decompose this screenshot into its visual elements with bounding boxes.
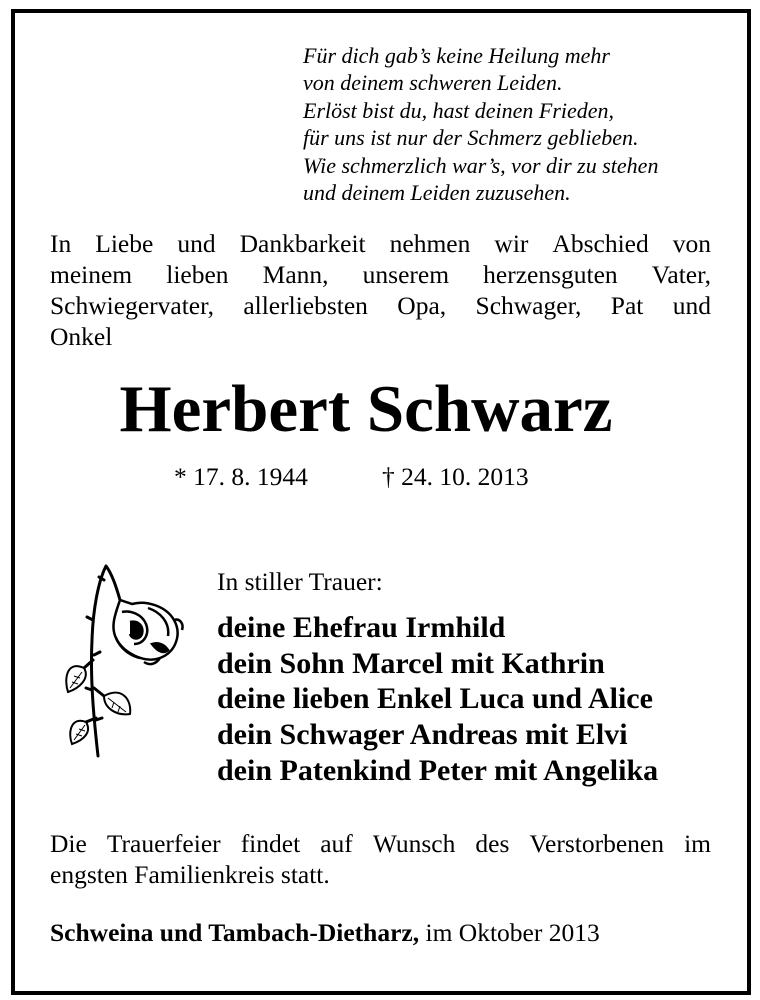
word: statt.	[280, 860, 330, 889]
closing-line	[50, 917, 600, 948]
farewell-line	[50, 259, 711, 290]
word: Liebe	[95, 229, 154, 258]
word: nehmen	[389, 229, 471, 258]
word: allerliebsten	[243, 291, 368, 320]
deceased-name: Herbert Schwarz	[119, 372, 613, 446]
mourner-entry: deine lieben Enkel Luca und Alice	[217, 682, 653, 716]
farewell-text	[50, 228, 711, 352]
word: Opa,	[397, 291, 447, 320]
death-date: † 24. 10. 2013	[382, 462, 529, 491]
word: auf	[320, 829, 353, 858]
word: Die	[50, 829, 87, 858]
word: engsten	[50, 860, 135, 889]
farewell-line	[50, 228, 711, 259]
word: findet	[240, 829, 301, 858]
word: Vater,	[651, 260, 711, 289]
poem-line: Erlöst bist du, hast deinen Frieden,	[303, 97, 615, 123]
word: des	[475, 829, 510, 858]
word: Wunsch	[372, 829, 456, 858]
service-line	[50, 859, 711, 890]
poem-line: Für dich gab’s keine Heilung mehr	[303, 43, 610, 68]
word: Verstorbenen	[529, 829, 665, 858]
farewell-line	[50, 290, 711, 321]
word: Pat	[610, 291, 644, 320]
word: Trauerfeier	[106, 829, 221, 858]
poem-line: für uns ist nur der Schmerz geblieben.	[303, 125, 639, 151]
word: lieben	[166, 260, 229, 289]
word: unserem	[362, 260, 450, 289]
word: Onkel	[50, 322, 113, 351]
word: herzensguten	[483, 260, 618, 289]
word: im	[684, 829, 711, 858]
word: Abschied	[552, 229, 649, 258]
mourners-list	[217, 610, 658, 789]
closing-date: im Oktober 2013	[425, 918, 600, 947]
word: meinem	[50, 260, 133, 289]
mourner-entry: dein Schwager Andreas mit Elvi	[217, 718, 628, 752]
word: Mann,	[262, 260, 329, 289]
mourner-entry: dein Patenkind Peter mit Angelika	[217, 753, 659, 787]
word: Schwager,	[475, 291, 582, 320]
service-line	[50, 828, 711, 859]
poem-line: von deinem schweren Leiden.	[303, 70, 563, 96]
memorial-poem	[303, 42, 723, 206]
word: Schwiegervater,	[50, 291, 214, 320]
word: und	[177, 229, 216, 258]
poem-line: und deinem Leiden zuzusehen.	[303, 180, 571, 206]
closing-place: Schweina und Tambach-Dietharz,	[50, 918, 420, 947]
mourner-entry: deine Ehefrau Irmhild	[217, 611, 506, 644]
funeral-service-note	[50, 828, 711, 890]
word: und	[672, 291, 711, 320]
wilted-rose-icon	[60, 560, 188, 765]
word: von	[672, 229, 711, 258]
word: In	[50, 229, 72, 258]
word: Dankbarkeit	[239, 229, 366, 258]
birth-date: * 17. 8. 1944	[174, 462, 308, 491]
poem-line: Wie schmerzlich war’s, vor dir zu stehen	[303, 152, 659, 178]
farewell-line	[50, 321, 711, 352]
word: Familienkreis	[134, 860, 281, 889]
mourning-heading: In stiller Trauer:	[217, 567, 383, 596]
mourner-entry: dein Sohn Marcel mit Kathrin	[217, 646, 605, 680]
word: wir	[494, 229, 529, 258]
